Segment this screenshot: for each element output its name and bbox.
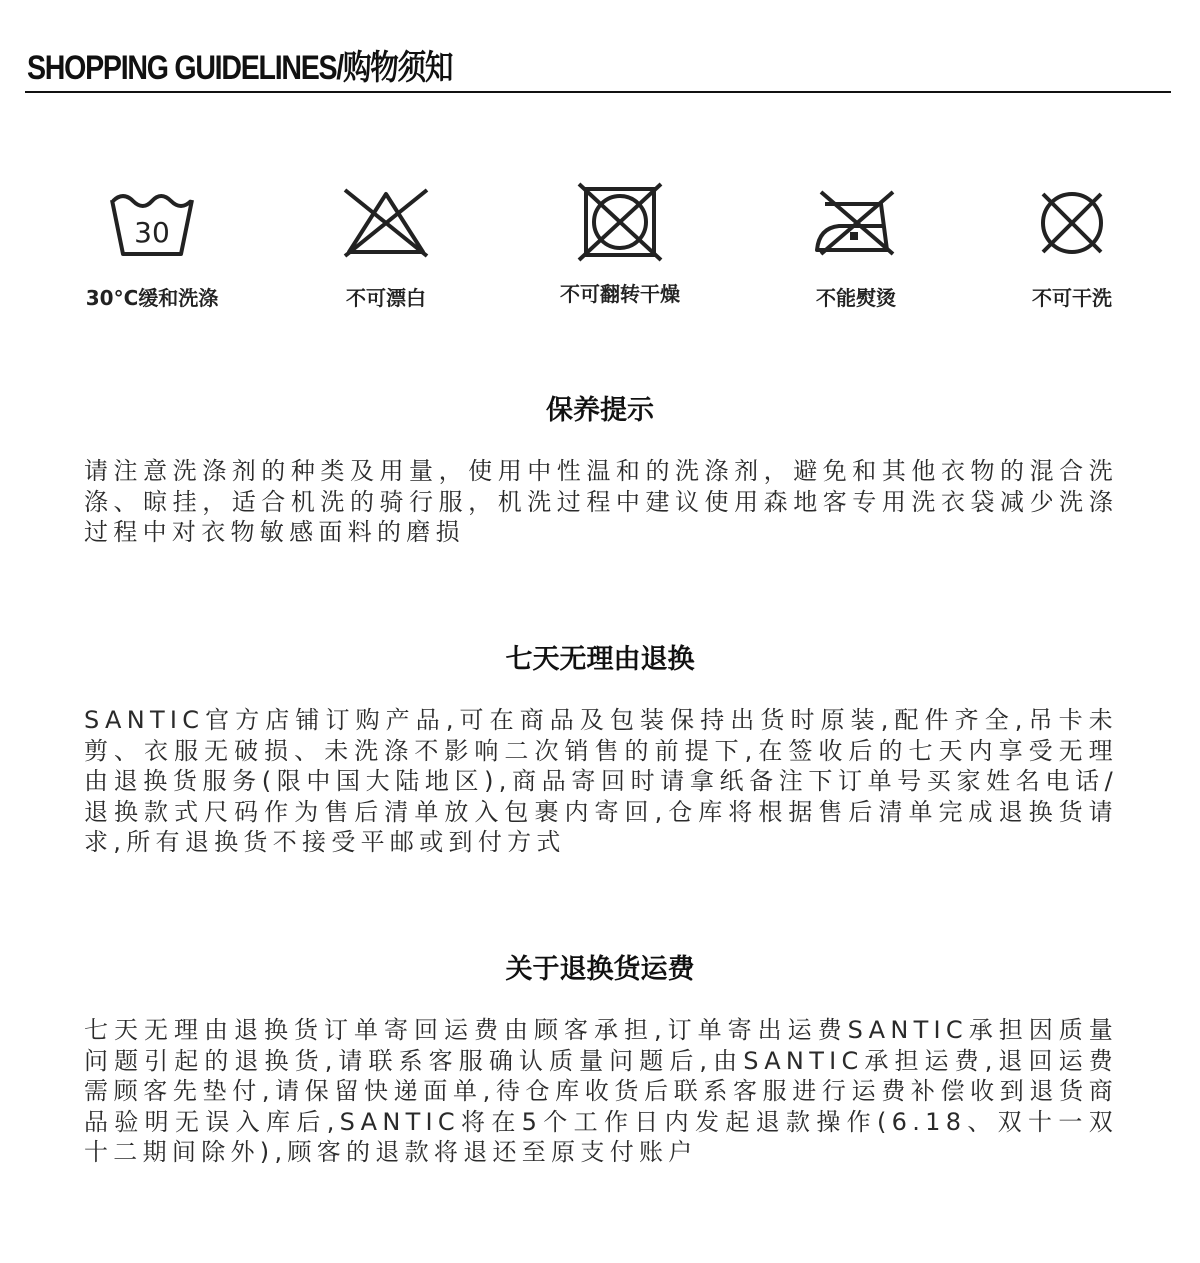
care-item-wash-30: [52, 180, 252, 311]
care-item-no-iron: [756, 180, 956, 311]
header-divider: [25, 91, 1171, 93]
care-item-no-tumble-dry: [520, 180, 720, 307]
care-label-no-iron: 不能熨烫: [816, 286, 896, 310]
care-tips-title: 保养提示: [546, 395, 654, 426]
return-shipping-title: 关于退换货运费: [505, 954, 695, 985]
no-bleach-icon: [343, 188, 429, 258]
no-iron-icon: [813, 188, 899, 258]
care-label-no-bleach: 不可漂白: [346, 286, 426, 310]
return-policy-body: SANTIC官方店铺订购产品,可在商品及包装保持出货时原装,配件齐全,吊卡未剪、衣服无破损、未洗涤不影响二次销售的前提下,在签收后的七天内享受无理由退换货服务(限中国大陆地区),商品寄回时请拿纸备注下订单号买家姓名电话/退换款式尺码作为售后清单放入包裹内寄回,仓库将根据售后清单完成退换货请求,所有退换货不接受平邮或到付方式: [84, 706, 1118, 856]
return-policy-title: 七天无理由退换: [505, 644, 695, 675]
care-label-wash-30: 30°C缓和洗涤: [85, 286, 219, 310]
care-label-no-dry-clean: 不可干洗: [1032, 286, 1112, 310]
care-label-no-tumble-dry: 不可翻转干燥: [560, 282, 680, 306]
wash-temperature: 30: [134, 216, 170, 249]
care-item-no-dry-clean: [972, 180, 1172, 311]
no-tumble-dry-icon: [577, 182, 663, 262]
wash-30-icon: [109, 188, 195, 258]
care-item-no-bleach: [286, 180, 486, 311]
page-title: SHOPPING GUIDELINES/购物须知: [27, 49, 453, 87]
return-shipping-body: 七天无理由退换货订单寄回运费由顾客承担,订单寄出运费SANTIC承担因质量问题引起的退换货,请联系客服确认质量问题后,由SANTIC承担运费,退回运费需顾客先垫付,请保留快递面单,待仓库收货后联系客服进行运费补偿收到退货商品验明无误入库后,SANTIC将在5个工作日内发起退款操作(6.18、双十一双十二期间除外),顾客的退款将退还至原支付账户: [84, 1016, 1118, 1166]
no-dry-clean-icon: [1029, 188, 1115, 258]
care-tips-body: 请注意洗涤剂的种类及用量，使用中性温和的洗涤剂，避免和其他衣物的混合洗涤、晾挂，适合机洗的骑行服，机洗过程中建议使用森地客专用洗衣袋减少洗涤过程中对衣物敏感面料的磨损: [84, 457, 1118, 546]
care-icons-row: [0, 180, 1200, 320]
